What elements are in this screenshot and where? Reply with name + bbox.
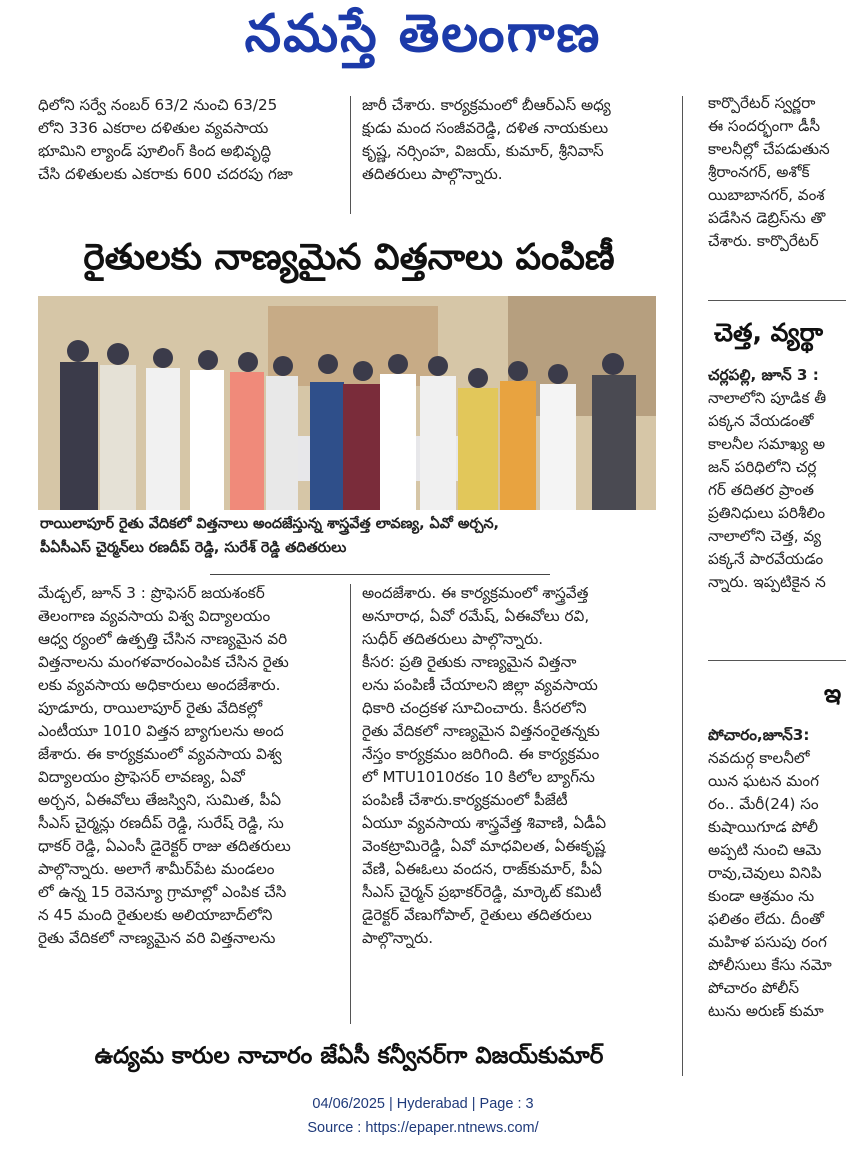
text-line: వెంకట్రామిరెడ్డి, ఏవో మాధవిలత, ఏఈకృష్ణ [362,837,606,855]
text-line: వేణి, ఏఈఓలు వందన, రాజ్‌కుమార్, పీఏ [362,860,603,878]
text-line: ధాకర్ రెడ్డి, ఏఎంసీ డైరెక్టర్ రాజు తదితరులు [38,837,291,855]
right-headline-3: ఇ [824,679,842,708]
section-divider [708,300,846,301]
text-line: తెలంగాణ వ్యవసాయ విశ్వ విద్యాలయం [38,607,271,625]
text-line: విత్తనాలను మంగళవారంఎంపిక చేసిన రైతు [38,653,289,671]
news-photo [38,296,656,510]
text-line: కృష్ణ, నర్సింహ, విజయ్, కుమార్, శ్రీనివాస్ [362,142,604,160]
masthead [0,0,846,82]
column-divider [350,584,351,1024]
text-line: రావు,చెవులు వినిపి [708,864,822,882]
text-line: కుషాయిగూడ పోలీ [708,818,819,836]
text-line: నాలాలోని పూడిక తీ [708,389,827,407]
right-mid-text [708,364,846,594]
text-line: రం.. మేరీ(24) సం [708,795,819,813]
right-top-text [708,92,846,253]
text-line: పోలీసులు కేసు నమో [708,956,832,974]
newspaper-title: నమస్తే తెలంగాణ [244,4,602,64]
text-line: పంపిణీ చేశారు.కార్యక్రమంలో పీజేటీ [362,791,568,809]
caption-line: రాయిలాపూర్ రైతు వేదికలో విత్తనాలు అందజేస్తున్న శాస్త్రవేత్త లావణ్య, ఏవో అర్చన, [40,516,500,532]
text-line: నాలాలోని చెత్త, వ్య [708,527,822,545]
text-line: క్షుడు మంద సంజీవరెడ్డి, దళిత నాయకులు [362,119,609,137]
column-divider [682,96,683,1076]
text-line: పూడూరు, రాయిలాపూర్ రైతు వేదికల్లో [38,699,263,717]
text-line: ఎంటీయూ 1010 విత్తన బ్యాగులను అంద [38,722,284,740]
top-left-text [38,94,338,186]
text-line: కాలనీల సమాఖ్య అ [708,435,826,453]
text-line: కుండా ఆశ్రమం ను [708,887,815,905]
text-line: ఈ సందర్భంగా డీసీ [708,117,820,135]
text-line: యిబాబానగర్, వంశ [708,186,825,204]
section-divider [708,660,846,661]
text-line: మేడ్చల్, జూన్ 3 : ప్రొఫెసర్ జయశంకర్ [38,584,265,602]
text-line: పోచారం పోలీస్ [708,979,800,997]
text-line: టును అరుణ్ కుమా [708,1002,824,1020]
text-line: పక్కనే పారవేయడం [708,550,824,568]
text-line: సుధీర్ తదితరులు పాల్గొన్నారు. [362,630,544,648]
text-line: సీఎస్ చైర్మన్లు రణదీప్ రెడ్డి, సురేష్ రెడ్డి, సు [38,814,284,832]
text-line: జన్ పరిధిలోని చర్ల [708,458,817,476]
text-line: లోని 336 ఎకరాల దళితుల వ్యవసాయ [38,119,269,137]
text-line: రైతు వేదికలో నాణ్యమైన విత్తనంరైతన్నకు [362,722,600,740]
bottom-headline: ఉద్యమ కారుల నాచారం జేఏసీ కన్వీనర్‌గా విజయ్‌కుమార్ [94,1043,604,1069]
footer-source-link[interactable]: Source : https://epaper.ntnews.com/ [307,1120,539,1136]
text-line: డైరెక్టర్ వేణుగోపాల్, రైతులు తదితరులు [362,906,592,924]
text-line: సీఎస్ చైర్మన్ ప్రభాకర్‌రెడ్డి, మార్కెట్ కమిటీ [362,883,602,901]
text-line: భూమిని ల్యాండ్ పూలింగ్ కింద అభివృద్ధి [38,142,272,160]
text-line: శ్రీరాంనగర్, అశోక్ [708,163,810,181]
text-line: చేశారు. కార్పొరేటర్ [708,232,819,250]
main-headline: రైతులకు నాణ్యమైన విత్తనాలు పంపిణీ [83,237,615,278]
column-divider [350,96,351,214]
text-line: గర్ తదితర ప్రాంత [708,481,814,499]
text-line: పోచారం,జూన్3: [708,726,810,744]
text-line: ఆధ్వ ర్యంలో ఉత్పత్తి చేసిన నాణ్యమైన వరి [38,630,288,648]
story-left-column [38,582,344,950]
text-line: న్నారు. ఇప్పటికైన న [708,573,826,591]
text-line: చేసి దళితులకు ఎకరాకు 600 చదరపు గజా [38,165,293,183]
caption-line: పీఏసీఎస్ చైర్మన్‌లు రణదీప్ రెడ్డి, సురేశ్ రెడ్డి తదితరులు [40,540,347,556]
text-line: లను పంపిణీ చేయాలని జిల్లా వ్యవసాయ [362,676,598,694]
text-line: కీసర: ప్రతి రైతుకు నాణ్యమైన విత్తనా [362,653,577,671]
photo-caption [40,512,660,560]
text-line: అర్చన, ఏఈవోలు తేజస్విని, సుమిత, పీఏ [38,791,282,809]
text-line: ధికారి చంద్రకళ సూచించారు. కీసరలోని [362,699,587,717]
text-line: అప్పటి నుంచి ఆమె [708,841,822,859]
right-bottom-text [708,724,846,1023]
text-line: న 45 మంది రైతులకు అలియాబాద్‌లోని [38,906,273,924]
text-line: ధిలోని సర్వే నంబర్ 63/2 నుంచి 63/25 [38,96,278,114]
text-line: జారీ చేశారు. కార్యక్రమంలో బీఆర్ఎస్ అధ్య [362,96,611,114]
text-line: యిన ఘటన మంగ [708,772,819,790]
right-headline-2: చెత్త, వ్యర్థా [714,318,824,347]
text-line: మహిళ పసుపు రంగ [708,933,827,951]
text-line: నవదుర్గ కాలనీలో [708,749,810,767]
text-line: ప్రతినిధులు పరిశీలిం [708,504,826,522]
caption-divider [210,574,550,575]
text-line: ఫలితం లేదు. దీంతో [708,910,824,928]
top-middle-text [362,94,662,186]
text-line: చర్లపల్లి, జూన్ 3 : [708,366,819,384]
text-line: పడేసిన డెబ్రిస్‌ను తొ [708,209,826,227]
text-line: పాల్గొన్నారు. [362,929,434,947]
text-line: పాల్గొన్నారు. అలాగే శామీర్‌పేట మండలం [38,860,275,878]
text-line: ఏయూ వ్యవసాయ శాస్త్రవేత్త శివాణి, ఏడీఏ [362,814,607,832]
text-line: జేశారు. ఈ కార్యక్రమంలో వ్యవసాయ విశ్వ [38,745,282,763]
text-line: అందజేశారు. ఈ కార్యక్రమంలో శాస్త్రవేత్త [362,584,589,602]
text-line: కార్పొరేటర్ స్వర్ణరా [708,94,816,112]
text-line: పక్కన వేయడంతో [708,412,814,430]
text-line: రైతు వేదికలో నాణ్యమైన వరి విత్తనాలను [38,929,276,947]
footer-date-line: 04/06/2025 | Hyderabad | Page : 3 [312,1096,534,1112]
text-line: కాలనీల్లో చేపడుతున [708,140,830,158]
photo-illustration [38,296,656,510]
text-line: అనూరాధ, ఏవో రమేష్, ఏఈవోలు రవి, [362,607,590,625]
text-line: లో MTU1010రకం 10 కిలోల బ్యాగ్‌ను [362,768,595,786]
text-line: లో ఉన్న 15 రెవెన్యూ గ్రామాల్లో ఎంపిక చేసి [38,883,287,901]
text-line: విద్యాలయం ప్రొఫెసర్ లావణ్య, ఏవో [38,768,245,786]
right-column [694,92,846,1082]
text-line: నేస్తం కార్యక్రమం జరిగింది. ఈ కార్యక్రమం [362,745,600,763]
story-right-column [362,582,662,950]
text-line: తదితరులు పాల్గొన్నారు. [362,165,503,183]
text-line: లకు వ్యవసాయ అధికారులు అందజేశారు. [38,676,281,694]
